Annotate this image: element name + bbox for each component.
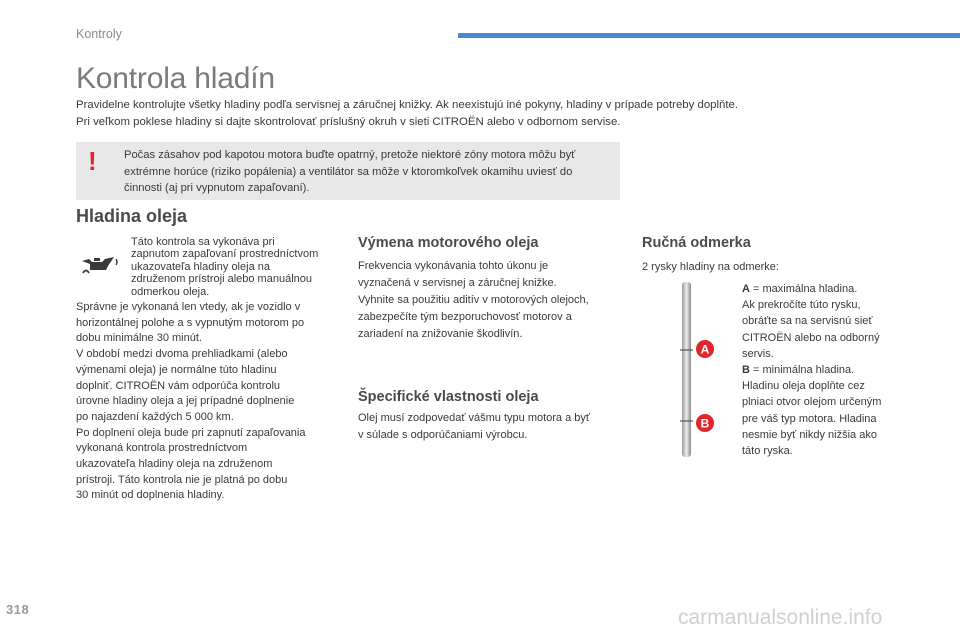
text-line: plniaci otvor olejom určeným — [742, 396, 882, 409]
legend-b-line — [742, 362, 917, 378]
legend-a-letter: A — [742, 283, 750, 295]
text-line: Frekvencia vykonávania tohto úkonu je — [358, 260, 549, 272]
oil-specs-text — [358, 410, 626, 444]
text-line: Ak prekročíte túto rysku, — [742, 299, 861, 312]
text-line: odmerkou oleja. — [131, 285, 210, 298]
text-line: horizontálnej polohe a s vypnutým motorom po — [76, 316, 305, 329]
oil-level-intro — [131, 236, 341, 298]
text-line: Olej musí zodpovedať vášmu typu motora a byť — [358, 412, 591, 424]
section-label: Kontroly — [76, 27, 122, 41]
text-line: doplniť. CITROËN vám odporúča kontrolu — [76, 379, 281, 392]
text-line: po najazdení každých 5 000 km. — [76, 410, 234, 423]
dipstick-intro: 2 rysky hladiny na odmerke: — [642, 261, 779, 273]
legend-a-desc: = maximálna hladina. — [749, 283, 858, 295]
text-line: v súlade s odporúčaniami výrobcu. — [358, 429, 528, 441]
page-title: Kontrola hladín — [76, 62, 275, 95]
intro-text — [76, 97, 876, 131]
text-line: Vyhnite sa použitiu aditív v motorových olejoch, — [358, 294, 589, 306]
text-line: servis. — [742, 347, 774, 360]
text-line: prístroji. Táto kontrola nie je platná po dobu — [76, 473, 288, 486]
text-line: Správne je vykonaná len vtedy, ak je vozidlo v — [76, 301, 301, 313]
text-line: V období medzi dvoma prehliadkami (alebo — [76, 348, 288, 361]
dipstick-illustration — [676, 282, 726, 457]
text-line: vykonaná kontrola prostredníctvom — [76, 442, 248, 455]
header-accent-bar — [458, 33, 960, 38]
text-line: dobu minimálne 30 minút. — [76, 332, 202, 345]
dipstick-legend — [742, 281, 917, 459]
text-line: 30 minút od doplnenia hladiny. — [76, 489, 225, 502]
text-line: združenom prístroji alebo manuálnou — [131, 273, 312, 286]
text-line: CITROËN alebo na odborný — [742, 331, 880, 344]
warning-box — [76, 142, 620, 200]
text-line: Hladinu oleja doplňte cez — [742, 380, 865, 393]
oil-specs-heading: Špecifické vlastnosti oleja — [358, 389, 539, 405]
text-line: zabezpečíte tým bezporuchovosť motorov a — [358, 311, 572, 323]
intro-line: Pri veľkom poklese hladiny si dajte skontrolovať príslušný okruh v sieti CITROËN alebo v odbornom servise. — [76, 116, 621, 128]
legend-b-desc: = minimálna hladina. — [749, 364, 855, 377]
oil-can-icon — [80, 253, 120, 275]
legend-a-line — [742, 281, 917, 297]
text-line: výmenami oleja) je normálne túto hladinu — [76, 363, 277, 376]
oil-level-body — [76, 300, 344, 504]
text-line: obráťte sa na servisnú sieť — [742, 315, 873, 328]
warning-line: extrémne horúce (riziko popálenia) a ventilátor sa môže v ktoromkoľvek okamihu uviesť do — [124, 165, 573, 178]
text-line: nesmie byť nikdy nižšia ako — [742, 428, 877, 441]
oil-change-heading: Výmena motorového oleja — [358, 235, 539, 251]
text-line: ukazovateľa hladiny oleja na — [131, 260, 270, 273]
oil-level-heading: Hladina oleja — [76, 206, 188, 226]
oil-change-text — [358, 258, 626, 343]
text-line: zapnutom zapaľovaní prostredníctvom — [131, 248, 319, 261]
legend-b-letter: B — [742, 364, 750, 377]
warning-line: Počas zásahov pod kapotou motora buďte opatrný, pretože niektoré zóny motora môžu byť — [124, 149, 576, 161]
text-line: pre váš typ motora. Hladina — [742, 412, 877, 425]
warning-text — [124, 147, 614, 197]
watermark: carmanualsonline.info — [678, 606, 883, 629]
text-line: zariadení na znižovanie škodlivín. — [358, 328, 523, 340]
marker-a-icon — [696, 340, 714, 358]
warning-line: činnosti (aj pri vypnutom zapaľovaní). — [124, 182, 310, 194]
text-line: táto ryska. — [742, 445, 793, 458]
intro-line: Pravidelne kontrolujte všetky hladiny podľa servisnej a záručnej knižky. Ak neexistujú iné pokyny, hladiny v prípade potreby doplňte. — [76, 99, 739, 111]
dipstick-heading: Ručná odmerka — [642, 235, 751, 251]
page-number: 318 — [6, 602, 30, 617]
text-line: ukazovateľa hladiny oleja na združenom — [76, 458, 273, 471]
text-line: Táto kontrola sa vykonáva pri — [131, 236, 275, 248]
marker-b-icon — [696, 414, 714, 432]
text-line: úrovne hladiny oleja a jej prípadné doplnenie — [76, 395, 295, 408]
text-line: vyznačená v servisnej a záručnej knižke. — [358, 277, 557, 289]
text-line: Po doplnení oleja bude pri zapnutí zapaľovania — [76, 426, 306, 439]
marker-a-label: A — [700, 342, 710, 357]
marker-b-label: B — [700, 416, 710, 431]
exclamation-icon: ! — [88, 146, 97, 176]
